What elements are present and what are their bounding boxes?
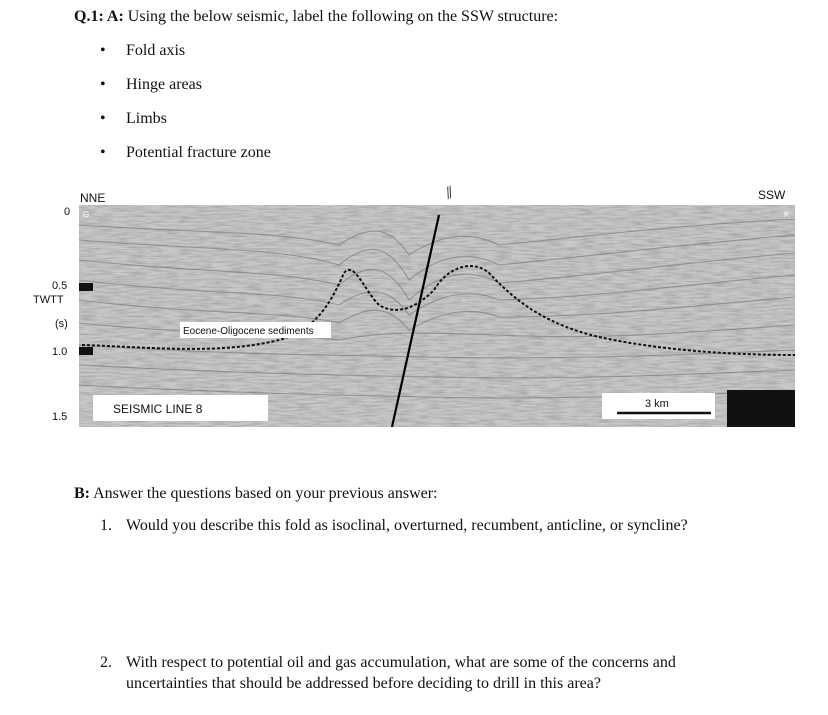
well-marker-upper [79,283,93,291]
question-b-label: B: [74,485,90,502]
corner-label-right: K [784,210,790,219]
question-b-text: Answer the questions based on your previous answer: [93,485,438,502]
question-2-number: 2. [100,654,112,671]
ssw-label: SSW [758,188,786,202]
axis-title: TWTT [33,294,64,306]
tick-0-5: 0.5 [52,280,68,292]
question-1-text: Would you describe this fold as isoclinal, overturned, recumbent, anticline, or syncline? [126,517,688,534]
nne-label: NNE [80,191,106,205]
list-item: • Fold axis [100,40,271,74]
sediment-label: Eocene-Oligocene sediments [183,326,314,337]
seismic-section [79,205,795,427]
question-1 [100,517,688,535]
corner-block [727,390,795,427]
question-1-number: 1. [100,517,112,534]
question-2-line2: uncertainties that should be addressed before deciding to drill in this area? [126,675,601,692]
question-a-label: Q.1: A: [74,8,124,25]
list-item: • Hinge areas [100,74,271,108]
well-marker-lower [79,347,93,355]
question-a-heading [74,8,558,26]
seismic-line-label: SEISMIC LINE 8 [113,402,203,416]
question-2 [100,652,676,694]
tick-0: 0 [64,206,71,218]
tick-1-5: 1.5 [52,411,68,423]
list-item: • Limbs [100,108,271,142]
question-b-heading [74,485,438,503]
axis-unit: (s) [55,318,68,330]
label-list [100,40,271,176]
tick-1-0: 1.0 [52,346,68,358]
question-a-text: Using the below seismic, label the following on the SSW structure: [127,8,559,25]
scale-label: 3 km [645,398,669,410]
question-2-line1: With respect to potential oil and gas accumulation, what are some of the concerns and [126,654,676,671]
list-item: • Potential fracture zone [100,142,271,176]
fault-symbol-icon: ⫽ [442,182,457,203]
corner-label-left: G [83,210,90,219]
